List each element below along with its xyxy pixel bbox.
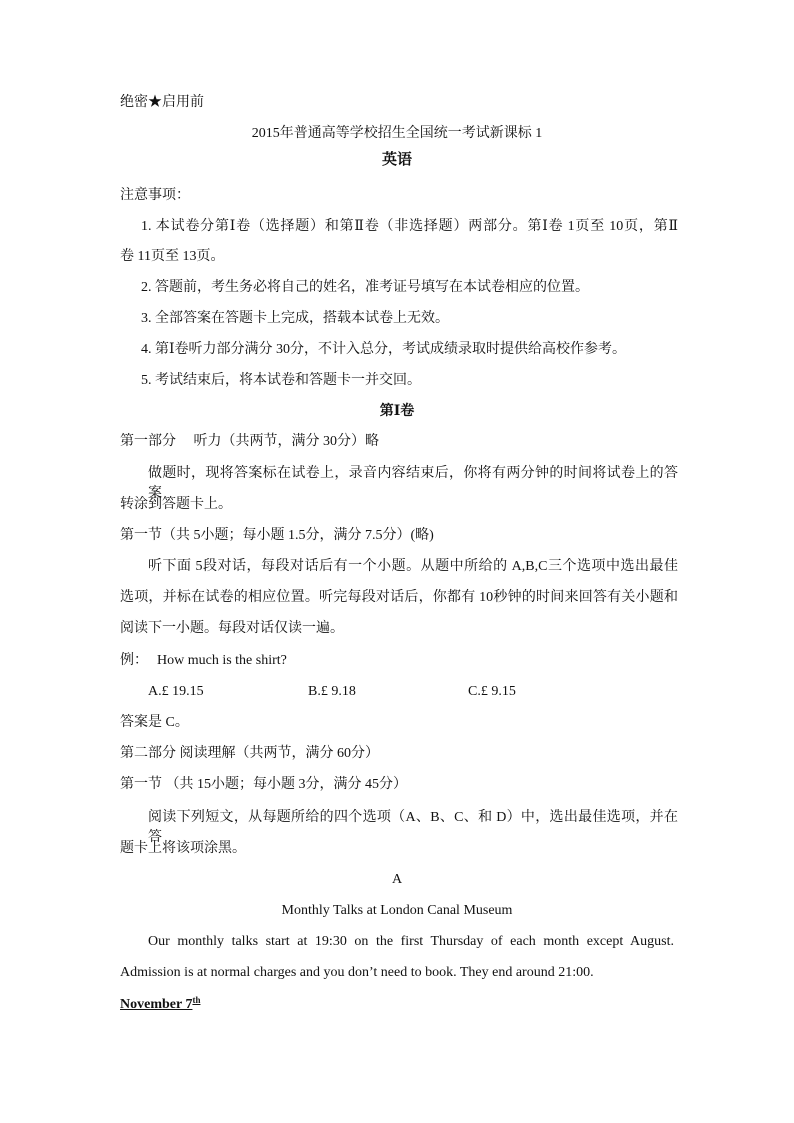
talk-date-suffix: th — [192, 995, 201, 1005]
passage-line-2: Admission is at normal charges and you don’t need to book. They end around 21:00. — [120, 965, 594, 980]
notes-heading: 注意事项： — [120, 188, 190, 203]
notes-item-3: 3. 全部答案在答题卡上完成，搭载本试卷上无效。 — [141, 311, 449, 326]
passage-letter: A — [391, 872, 403, 887]
example-label: 例： — [120, 653, 148, 668]
example-answer: 答案是 C。 — [120, 715, 189, 730]
part-2-heading: 第二部分 阅读理解（共两节，满分 60分） — [120, 746, 379, 761]
section-1-heading: 第一节（共 5小题；每小题 1.5分，满分 7.5分）(略) — [120, 528, 434, 543]
part-1-heading: 第一部分 听力（共两节，满分 30分）略 — [120, 434, 379, 449]
confidential-mark: 绝密★启用前 — [120, 95, 204, 110]
subject-title: 英语 — [381, 152, 412, 168]
example-question: How much is the shirt? — [157, 653, 287, 668]
section-1-intro-line-1: 听下面 5段对话，每段对话后有一个小题。从题中所给的 A,B,C三个选项中选出最佳 — [148, 559, 678, 574]
notes-item-5: 5. 考试结束后，将本试卷和答题卡一并交回。 — [141, 373, 421, 388]
example-option-b: B.£ 9.18 — [308, 684, 356, 699]
part-1-intro-line-1: 做题时，现将答案标在试卷上，录音内容结束后，你将有两分钟的时间将试卷上的答案 — [148, 466, 678, 501]
example-option-a: A.£ 19.15 — [148, 684, 204, 699]
notes-item-1-line-2: 卷 11页至 13页。 — [120, 249, 225, 264]
section-1-intro-line-3: 阅读下一小题。每段对话仅读一遍。 — [120, 621, 344, 636]
notes-item-1-line-1: 1. 本试卷分第Ⅰ卷（选择题）和第Ⅱ卷（非选择题）两部分。第Ⅰ卷 1页至 10页，第Ⅱ — [141, 219, 678, 234]
passage-line-1: Our monthly talks start at 19:30 on the first Thursday of each month except August. — [148, 934, 674, 949]
notes-item-4: 4. 第Ⅰ卷听力部分满分 30分，不计入总分，考试成绩录取时提供给高校作参考。 — [141, 342, 627, 357]
notes-item-2: 2. 答题前，考生务必将自己的姓名，准考证号填写在本试卷相应的位置。 — [141, 280, 589, 295]
talk-date-text: November 7 — [120, 997, 193, 1012]
part-2-section-1-heading: 第一节 （共 15小题；每小题 3分，满分 45分） — [120, 777, 407, 792]
section-1-intro-line-2: 选项，并标在试卷的相应位置。听完每段对话后，你都有 10秒钟的时间来回答有关小题和 — [120, 590, 678, 605]
part-2-intro-line-1: 阅读下列短文，从每题所给的四个选项（A、B、C、和 D）中，选出最佳选项，并在答 — [148, 810, 678, 845]
talk-date — [120, 995, 200, 1015]
part-1-intro-line-2: 转涂到答题卡上。 — [120, 497, 232, 512]
part-2-intro-line-2: 题卡上将该项涂黑。 — [120, 841, 246, 856]
volume-1-heading: 第Ⅰ卷 — [379, 404, 415, 419]
passage-title: Monthly Talks at London Canal Museum — [281, 903, 513, 918]
example-option-c: C.£ 9.15 — [468, 684, 516, 699]
exam-title: 2015年普通高等学校招生全国统一考试新课标 1 — [251, 126, 543, 141]
